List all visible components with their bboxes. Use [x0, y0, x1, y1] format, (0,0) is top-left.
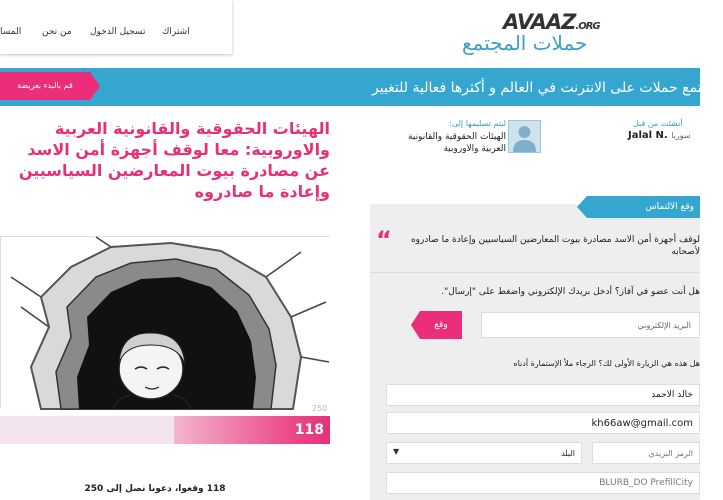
progress-goal: 250 — [312, 404, 328, 413]
member-email-input[interactable] — [481, 312, 700, 338]
petition-title: الهيئات الحقوقية والقانونية العربية والاوروبية: معا لوقف أجهزة أمن الاسد عن مصادرة بيوت المعارضين السياسيين وإعادة ما صادروه — [18, 119, 330, 201]
chevron-down-icon: ▼ — [393, 447, 400, 456]
petition-summary: لوقف أجهزة أمن الاسد مصادرة بيوت المعارضين السياسيين وإعادة ما صادروه لأصحابه — [410, 235, 700, 257]
divider — [370, 272, 700, 273]
creator-name[interactable] — [628, 130, 691, 141]
illustration-drawing — [1, 237, 331, 409]
top-header — [0, 0, 700, 70]
nav-login-link[interactable]: تسجيل الدخول — [90, 27, 146, 37]
creator-label: أنشئت من قبل — [633, 119, 683, 128]
member-question: هل أنت عضو في آفاز؟ أدخل بريدك الإلكتروني واضغط على "إرسال". — [441, 287, 700, 297]
country-select-value: البلد — [561, 449, 575, 458]
progress-caption: 118 وقعوا، دعونا نصل إلى 250 — [84, 484, 226, 494]
brand-logo-text: AVAAZ — [503, 10, 576, 34]
name-field[interactable] — [386, 384, 700, 406]
postcode-field[interactable] — [592, 442, 700, 464]
progress-bar — [0, 416, 330, 444]
city-field[interactable] — [386, 472, 700, 494]
creator-location: سوريا — [671, 131, 691, 140]
nav-help-link[interactable]: المسا — [0, 27, 22, 37]
target-name: الهيئات الحقوقية والقانونية العربية والاوروبية — [408, 132, 506, 154]
member-submit-button[interactable]: وقع — [420, 311, 462, 339]
brand-logo-suffix: .ORG — [575, 21, 600, 32]
blue-banner — [0, 68, 723, 106]
quote-icon: “ — [376, 226, 392, 254]
person-icon — [509, 121, 540, 152]
email-field[interactable] — [386, 412, 700, 434]
start-petition-button[interactable]: قم بالبدء بعريضة — [0, 72, 90, 100]
petition-illustration — [0, 236, 330, 408]
nav-signup-link[interactable]: اشتراك — [162, 27, 190, 37]
signature-count: 118 — [294, 422, 324, 438]
first-visit-prompt: هل هذه هي الزيارة الأولى لك؟ الرجاء ملأ الإستمارة أدناه — [513, 359, 700, 368]
target-label: ليتم تسليمها إلى: — [449, 119, 506, 128]
nav-about-link[interactable]: من نحن — [42, 27, 72, 37]
creator-name-text: Jalal N. — [628, 130, 668, 141]
country-select[interactable] — [386, 442, 582, 464]
top-nav — [0, 0, 232, 54]
sign-panel-tag: وقع الالتماس — [587, 196, 700, 218]
brand-subtitle: حملات المجتمع — [462, 31, 588, 55]
target-avatar — [508, 120, 541, 153]
banner-text: مجتمع حملات على الانترنت في العالم و أكثرها فعالية للتغيير. — [372, 80, 723, 96]
